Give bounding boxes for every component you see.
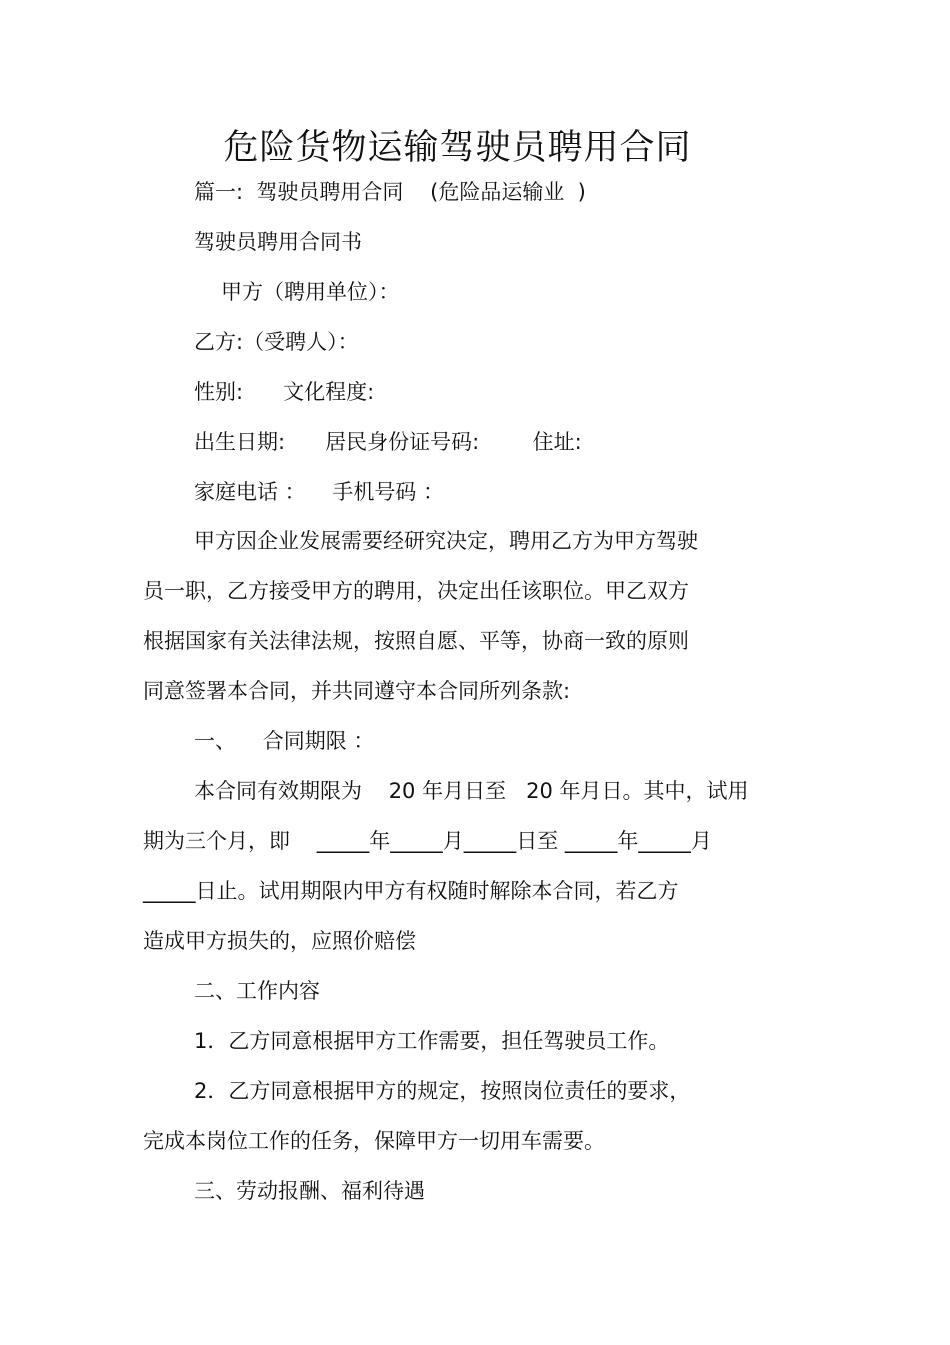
paragraph-line: 员一职，乙方接受甲方的聘用，决定出任该职位。甲乙双方 (143, 579, 689, 603)
gender-education-field: 性别: 文化程度: (194, 380, 375, 404)
section-heading: 三、劳动报酬、福利待遇 (194, 1179, 425, 1203)
section-heading-1: 篇一: 驾驶员聘用合同 (危险品运输业 ) (194, 180, 586, 204)
phone-field: 家庭电话 ： 手机号码 ： (194, 480, 445, 504)
paragraph-line: 期为三个月，即 _____年_____月_____日至 _____年_____月 (143, 829, 712, 853)
paragraph-line: 本合同有效期限为 20 年月日至 20 年月日。其中，试用 (194, 779, 749, 803)
paragraph-line: 根据国家有关法律法规，按照自愿、平等，协商一致的原则 (143, 629, 689, 653)
paragraph-line: 造成甲方损失的，应照价赔偿 (143, 929, 416, 953)
paragraph-line: 完成本岗位工作的任务，保障甲方一切用车需要。 (143, 1129, 605, 1153)
party-a-field: 甲方（聘用单位）： (221, 280, 400, 304)
document-title: 危险货物运输驾驶员聘用合同 (223, 128, 692, 168)
paragraph-line: 同意签署本合同，并共同遵守本合同所列条款: (143, 679, 571, 703)
party-b-field: 乙方:（受聘人）： (194, 330, 359, 354)
contract-name: 驾驶员聘用合同书 (194, 230, 362, 254)
paragraph-line: 甲方因企业发展需要经研究决定，聘用乙方为甲方驾驶 (194, 529, 698, 553)
paragraph-line: _____日止。试用期限内甲方有权随时解除本合同，若乙方 (143, 879, 679, 903)
list-item: 2．乙方同意根据甲方的规定，按照岗位责任的要求， (194, 1079, 691, 1103)
section-heading: 二、工作内容 (194, 979, 320, 1003)
birth-id-address-field: 出生日期: 居民身份证号码: 住址: (194, 430, 582, 454)
section-heading: 一、 合同期限 ： (194, 729, 375, 753)
list-item: 1．乙方同意根据甲方工作需要，担任驾驶员工作。 (194, 1029, 670, 1053)
